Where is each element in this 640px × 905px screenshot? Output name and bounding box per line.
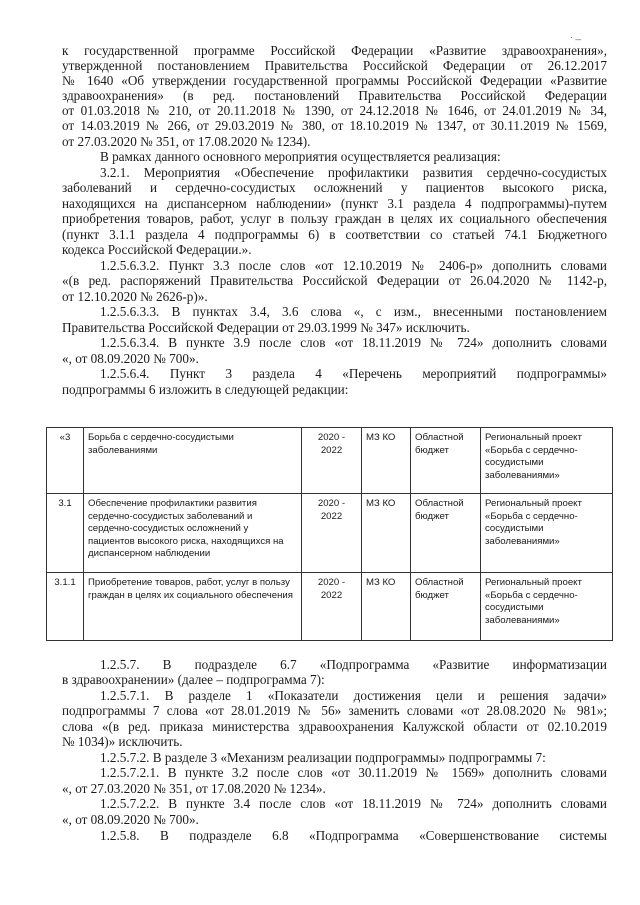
text-line: № 1034)» исключить. [62, 734, 183, 749]
text-line: 1.2.5.6.3.3. В пунктах 3.4, 3.6 слова «, с изм., внесенными постановлением [100, 304, 607, 319]
text-line: 1.2.5.7.1. В разделе 1 «Показатели достижения цели и решения задачи» [100, 688, 607, 703]
text-line: от 14.03.2019 № 266, от 29.03.2019 № 380, от 18.10.2019 № 1347, от 30.11.2019 № 1569, [62, 118, 607, 133]
cell-number: 3.1 [47, 494, 84, 573]
table-row [47, 494, 613, 573]
cell-years: 2020 - 2022 [302, 494, 362, 573]
text-line: заболеваний и сердечно-сосудистых осложнений у пациентов высокого риска, [62, 180, 607, 195]
text-line: (пункт 3.1.1 раздела 4 подпрограммы 6) в соответствии со статьей 74.1 Бюджетного [62, 227, 607, 242]
cell-measure: Приобретение товаров, работ, услуг в пользу граждан в целях их социального обеспечения [84, 573, 302, 641]
text-line: подпрограммы 7 слова «от 28.01.2019 № 56» заменить словами «от 28.08.2020 № 981»; [62, 703, 607, 718]
text-line: 1.2.5.7.2. В разделе 3 «Механизм реализации подпрограммы» подпрограммы 7: [100, 750, 546, 765]
cell-executor: МЗ КО [362, 494, 411, 573]
text-line: 3.2.1. Мероприятия «Обеспечение профилактики развития сердечно-сосудистых [100, 165, 607, 180]
text-line: Правительства Российской Федерации от 29.03.1999 № 347» исключить. [62, 320, 470, 335]
text-line: «, от 08.09.2020 № 700». [62, 351, 199, 366]
measures-table [46, 427, 613, 641]
text-line: В рамках данного основного мероприятия осуществляется реализация: [100, 149, 501, 164]
text-line: к государственной программе Российской Федерации «Развитие здравоохранения», [62, 43, 607, 58]
text-line: от 01.03.2018 № 210, от 20.11.2018 № 1390, от 24.12.2018 № 1646, от 24.01.2019 № 34, [62, 103, 607, 118]
text-line: 1.2.5.6.4. Пункт 3 раздела 4 «Перечень мероприятий подпрограммы» [100, 366, 607, 381]
text-line: 1.2.5.7.2.2. В пункте 3.4 после слов «от 18.11.2019 № 724» дополнить словами [100, 796, 607, 811]
text-line: 1.2.5.8. В подразделе 6.8 «Подпрограмма «Совершенствование системы [100, 828, 607, 843]
text-line: находящихся на диспансерном наблюдении» (пункт 3.1 раздела 4 подпрограммы)-путем [62, 196, 607, 211]
table-row [47, 428, 613, 494]
table-row [47, 573, 613, 641]
text-line: утвержденной постановлением Правительства Российской Федерации от 26.12.2017 [62, 58, 607, 73]
cell-funding: Областной бюджет [411, 573, 481, 641]
cell-funding: Областной бюджет [411, 494, 481, 573]
text-line: 1.2.5.7. В подразделе 6.7 «Подпрограмма «Развитие информатизации [100, 657, 607, 672]
text-line: 1.2.5.6.3.2. Пункт 3.3 после слов «от 12.10.2019 № 2406-р» дополнить словами [100, 258, 607, 273]
text-line: в здравоохранении» (далее – подпрограмма 7): [62, 672, 325, 687]
cell-years: 2020 - 2022 [302, 573, 362, 641]
text-line: «, от 08.09.2020 № 700». [62, 812, 199, 827]
cell-number: «3 [47, 428, 84, 494]
text-line: от 12.10.2020 № 2626-р)». [62, 289, 208, 304]
cell-executor: МЗ КО [362, 428, 411, 494]
cell-project: Региональный проект «Борьба с сердечно-сосудистыми заболеваниями» [481, 428, 613, 494]
cell-project: Региональный проект «Борьба с сердечно-сосудистыми заболеваниями» [481, 494, 613, 573]
cell-years: 2020 - 2022 [302, 428, 362, 494]
text-line: 1.2.5.7.2.1. В пункте 3.2 после слов «от 30.11.2019 № 1569» дополнить словами [100, 765, 607, 780]
header-mark: . _ [570, 30, 582, 41]
cell-funding: Областной бюджет [411, 428, 481, 494]
cell-measure: Обеспечение профилактики развития сердечно-сосудистых заболеваний и сердечно-сосудистых осложнений у пациентов высокого риска, находящихся на диспансерном наблюдении [84, 494, 302, 573]
text-line: приобретения товаров, работ, услуг в пользу граждан в целях их социального обеспечения [62, 211, 607, 226]
cell-measure: Борьба с сердечно-сосудистыми заболеваниями [84, 428, 302, 494]
text-line: кодекса Российской Федерации.». [62, 242, 252, 257]
text-line: здравоохранения» (в ред. постановлений Правительства Российской Федерации [62, 88, 607, 103]
text-line: «(в ред. распоряжений Правительства Российской Федерации от 26.04.2020 № 1142-р, [62, 273, 607, 288]
cell-number: 3.1.1 [47, 573, 84, 641]
cell-project: Региональный проект «Борьба с сердечно-сосудистыми заболеваниями» [481, 573, 613, 641]
text-line: № 1640 «Об утверждении государственной программы Российской Федерации «Развитие [62, 73, 607, 88]
text-line: «, от 27.03.2020 № 351, от 17.08.2020 № 1234». [62, 781, 326, 796]
text-line: от 27.03.2020 № 351, от 17.08.2020 № 1234). [62, 134, 311, 149]
cell-executor: МЗ КО [362, 573, 411, 641]
text-line: подпрограммы 6 изложить в следующей редакции: [62, 382, 349, 397]
text-line: 1.2.5.6.3.4. В пункте 3.9 после слов «от 18.11.2019 № 724» дополнить словами [100, 335, 607, 350]
text-line: слова «(в ред. приказа министерства здравоохранения Калужской области от 02.10.2019 [62, 719, 607, 734]
